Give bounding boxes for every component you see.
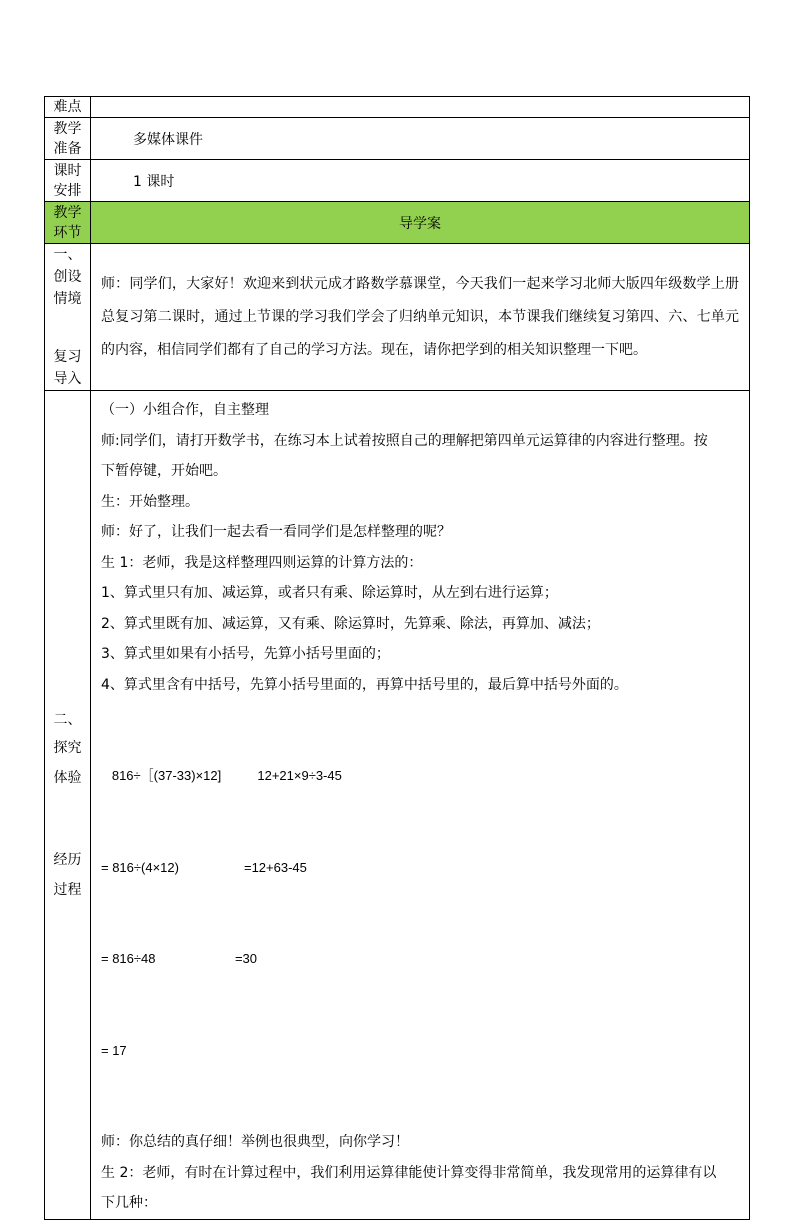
row-zhunbei	[45, 118, 750, 160]
section1-label-2: 情境	[53, 291, 82, 307]
label-section1	[45, 244, 91, 391]
label-keshi	[45, 160, 91, 202]
row-nandian	[45, 97, 750, 118]
label-zhunbei-line1: 教学	[53, 120, 82, 137]
value-zhunbei: 多媒体课件	[91, 118, 750, 160]
lesson-plan-table	[44, 96, 750, 1220]
label-zhunbei-line2: 准备	[53, 140, 82, 157]
row-keshi	[45, 160, 750, 202]
section2-line: 2、算式里既有加、减运算，又有乘、除运算时，先算乘、除法，再算加、减法；	[101, 615, 600, 632]
section2-label-3: 经历	[53, 851, 82, 868]
label-nandian: 难点	[45, 97, 91, 118]
row-huanjie	[45, 202, 750, 244]
lesson-plan-sheet	[44, 96, 750, 1211]
math-line: = 816÷48 =30	[101, 951, 257, 966]
header-daoxuean: 导学案	[91, 202, 750, 244]
section2-content	[91, 391, 750, 1220]
label-keshi-line1: 课时	[53, 162, 82, 179]
value-keshi: 1 课时	[91, 160, 750, 202]
section2-label-2: 体验	[53, 769, 82, 786]
section2-line: 4、算式里含有中括号，先算小括号里面的，再算中括号里的，最后算中括号外面的。	[101, 676, 628, 693]
section2-line: 生：开始整理。	[101, 493, 199, 510]
section2-line: 3、算式里如果有小括号，先算小括号里面的；	[101, 646, 390, 662]
section1-label-3: 复习	[53, 349, 82, 365]
label-huanjie-line2: 环节	[53, 224, 82, 241]
row-section2	[45, 391, 750, 1220]
section1-label-0: 一、	[53, 247, 82, 263]
section1-label-4: 导入	[53, 371, 82, 387]
section1-label-1: 创设	[53, 269, 82, 285]
label-zhunbei	[45, 118, 91, 160]
section1-content	[91, 244, 750, 391]
math-example-block	[101, 700, 739, 1127]
label-section2	[45, 391, 91, 1220]
math-line: 816÷［(37-33)×12] 12+21×9÷3-45	[101, 768, 342, 783]
math-line: = 816÷(4×12) =12+63-45	[101, 859, 307, 875]
section2-line: 1、算式里只有加、减运算，或者只有乘、除运算时，从左到右进行运算；	[101, 585, 558, 601]
section1-paragraph: 师：同学们，大家好！欢迎来到状元成才路数学慕课堂，今天我们一起来学习北师大版四年级数学上册总复习第二课时，通过上节课的学习我们学会了归纳单元知识，本节课我们继续复习第四、六、七单元的内容，相信同学们都有了自己的学习方法。现在，请你把学到的相关知识整理一下吧。	[101, 275, 739, 358]
section2-label-0: 二、	[53, 711, 82, 728]
math-line: = 17	[101, 1042, 127, 1058]
section2-line: 生 1：老师，我是这样整理四则运算的计算方法的：	[101, 554, 423, 571]
section2-line: 师:同学们，请打开数学书，在练习本上试着按照自己的理解把第四单元运算律的内容进行整理。按	[101, 432, 708, 449]
section2-lines	[91, 391, 749, 1219]
row-section1	[45, 244, 750, 391]
section2-line: 师：你总结的真仔细！举例也很典型，向你学习！	[101, 1134, 409, 1150]
section2-line: 下几种：	[101, 1195, 157, 1211]
value-nandian	[91, 97, 750, 118]
section2-line: 下暂停键，开始吧。	[101, 463, 227, 479]
section2-label-1: 探究	[53, 739, 82, 756]
section2-label-4: 过程	[53, 881, 82, 898]
section2-line: （一）小组合作，自主整理	[101, 402, 269, 418]
label-huanjie	[45, 202, 91, 244]
section2-line: 生 2：老师，有时在计算过程中，我们利用运算律能使计算变得非常简单，我发现常用的运算律有以	[101, 1164, 717, 1181]
section2-line: 师：好了，让我们一起去看一看同学们是怎样整理的呢？	[101, 524, 451, 540]
label-keshi-line2: 安排	[53, 182, 82, 199]
label-huanjie-line1: 教学	[53, 204, 82, 221]
